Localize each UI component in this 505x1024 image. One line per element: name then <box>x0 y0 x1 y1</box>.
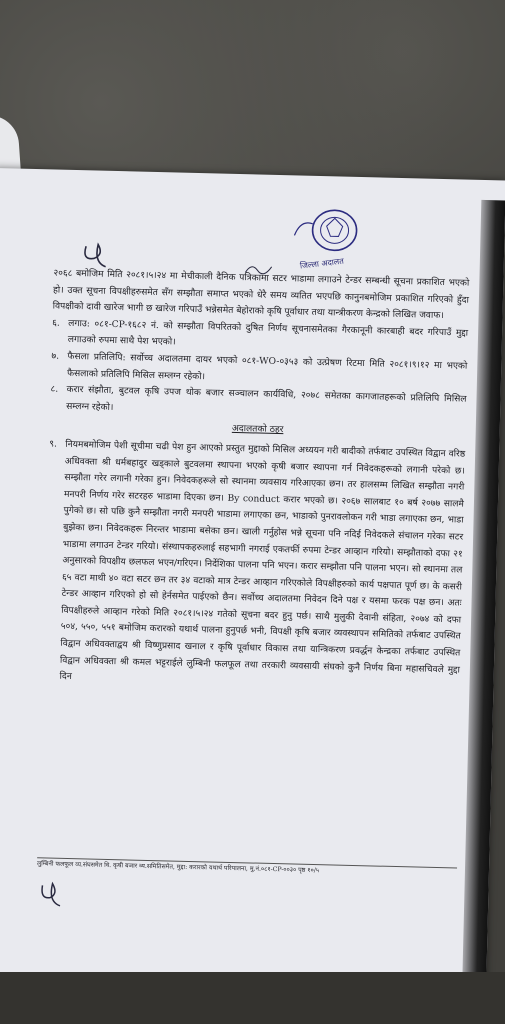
intro-paragraph: २०६८ बमोजिम मिति २०८१।५।२४ मा मेचीकाली दैनिक पत्रिकामा सटर भाडामा लगाउने टेन्डर सम्बन्धी सूचना प्रकाशित भएको हो। उक्त सूचना विपक्षीहरुसमेत सँग सम्झौता समाप्त भएको धेरै समय व्यतित भएपछि कानुनबमोजिम प्रकाशित गरिएको हुँदा विपक्षीको दावी खारेज भागी छ खारेज गरिपाउँ भन्नेसमेत बेहोराको कृषि पूर्वाधार तथा यान्त्रीकरण केन्द्रको लिखित जवाफ। <box>52 268 470 322</box>
background-floor <box>0 972 505 1024</box>
item-number: ८. <box>50 384 59 395</box>
judgment-text <box>43 265 469 695</box>
document-page <box>0 168 505 990</box>
footer-signature-icon <box>38 881 69 908</box>
item-number: ९. <box>49 439 58 450</box>
court-findings-paragraph: नियमबमोजिम पेशी सूचीमा चढी पेश हुन आएको प्रस्तुत मुद्दाको मिसिल अध्ययन गरी बादीको तर्फबाट उपस्थित विद्वान वरिष्ठ अधिवक्ता श्री धर्मबहादुर खड्काले बुटवलमा स्थापना भएको कृषी बजार स्थापना गर्न निवेदकहरूको लगानी परेको छ। सम्झौता गरेर लगानी गरेका हुन। निवेदकहरूले सो स्थानमा व्यवसाय गरिआएका छन। तर हालसम्म लिखित सम्झौता नगरी मनपरी निर्णय गरेर सटरहरु भाडामा दिएका छन। By conduct करार भएको छ। २०६७ सालबाट १० बर्ष २०७७ सालमै पुगेको छ। सो पछि कुनै सम्झौता नगरी मनपरी भाडामा लगाएका छन, भाडाको पुनरावलोकन गरी भाडा लगाएका छन, भाडा बुझेका छन। निवेदकहरू निरन्तर भाडामा बसेका छन। खाली गर्नुहोस भन्ने सूचना पनि नदिई निवेदकले संचालन गरेका सटर भाडामा लगाउन टेन्डर गरियो। संस्थापकहरुलाई सहभागी नगराई एकतर्फी रुपमा टेन्डर आव्हान गरियो। सम्झौताको दफा २१ अनुसारको विपक्षीय छलफल भएन/गरिएन। निर्देशिका पालना पनि भएन। करार सम्झौता पनि पालना भएन। सो स्थानमा तल ६५ वटा माथी ४० वटा सटर छन तर ३४ वटाको मात्र टेन्डर आव्हान गरिएकोले विपक्षीहरुको कार्य पक्षपात पूर्ण छ। के कसरी टेन्डर आव्हान गरिएको हो सो हेर्नसमेत पाईएको छैन। सर्वोच्च अदालतमा निवेदन दिने पक्ष र यसमा फरक पक्ष छन। अतः विपक्षीहरुले आव्हान गरेको मिति २०८१।५।२४ गतेको सूचना बदर हुनु पर्छ। साथै मुलुकी देवानी संहिता, २०७४ को दफा ५०४, ५५०, ५५१ बमोजिम करारको यथार्थ पालना हुनुपर्छ भनी, विपक्षी कृषि बजार व्यवस्थापन समितिको तर्फबाट उपस्थित विद्वान अधिवक्ताद्वय श्री विष्णुप्रसाद खनाल र कृषि पूर्वाधार विकास तथा यान्त्रिकरण प्रवर्द्धन केन्द्रका तर्फबाट उपस्थित विद्वान अधिवक्ता श्री कमल भट्टराईले लुम्बिनी फलफूल तथा तरकारी व्यवसायी संघको कुनै निर्णय बिना महासचिवले मुद्दा दिन <box>59 439 466 683</box>
item-text: करार संझौता, बुटवल कृषि उपज थोक बजार सञ्चालन कार्यविधि, २०७८ समेतका कागजातहरूको प्रतिलिपि मिसिल सम्लग्न रहेको। <box>66 384 467 413</box>
page-footer: लुम्बिनी फलफूल व्य.संघसमेत वि. कृषी बजार व्य.समितिसमेत, मुद्दा: करारको यथार्थ परिपालना, मु.नं.०८१-CP-००३० पृष्ठ १०/५ <box>37 857 457 878</box>
seal-label: जिल्ला अदालत <box>299 256 345 271</box>
item-number: ७. <box>51 351 60 362</box>
signature-mark-icon <box>80 240 121 269</box>
item-number: ६. <box>52 318 60 329</box>
item-text: फैसला प्रतिलिपि: सर्वोच्च अदालतमा दायर भएको ०८१-WO-०३५३ को उत्प्रेषण रिटमा मिति २०८१।९।१२ मा भएको फैसलाको प्रतिलिपि मिसिल सम्लग्न रहेको। <box>66 351 468 382</box>
section-heading: अदालतको ठहर <box>231 424 284 436</box>
item-text: लगाउ: ०८१-CP-१६८२ नं. को सम्झौता विपरितको दुषित निर्णय सूचनासमेतका गैरकानूनी कारबाही बदर गरिपाउँ मुद्दा लगाउको रुपमा साथै पेश भएको। <box>67 318 469 348</box>
list-item <box>43 436 465 695</box>
